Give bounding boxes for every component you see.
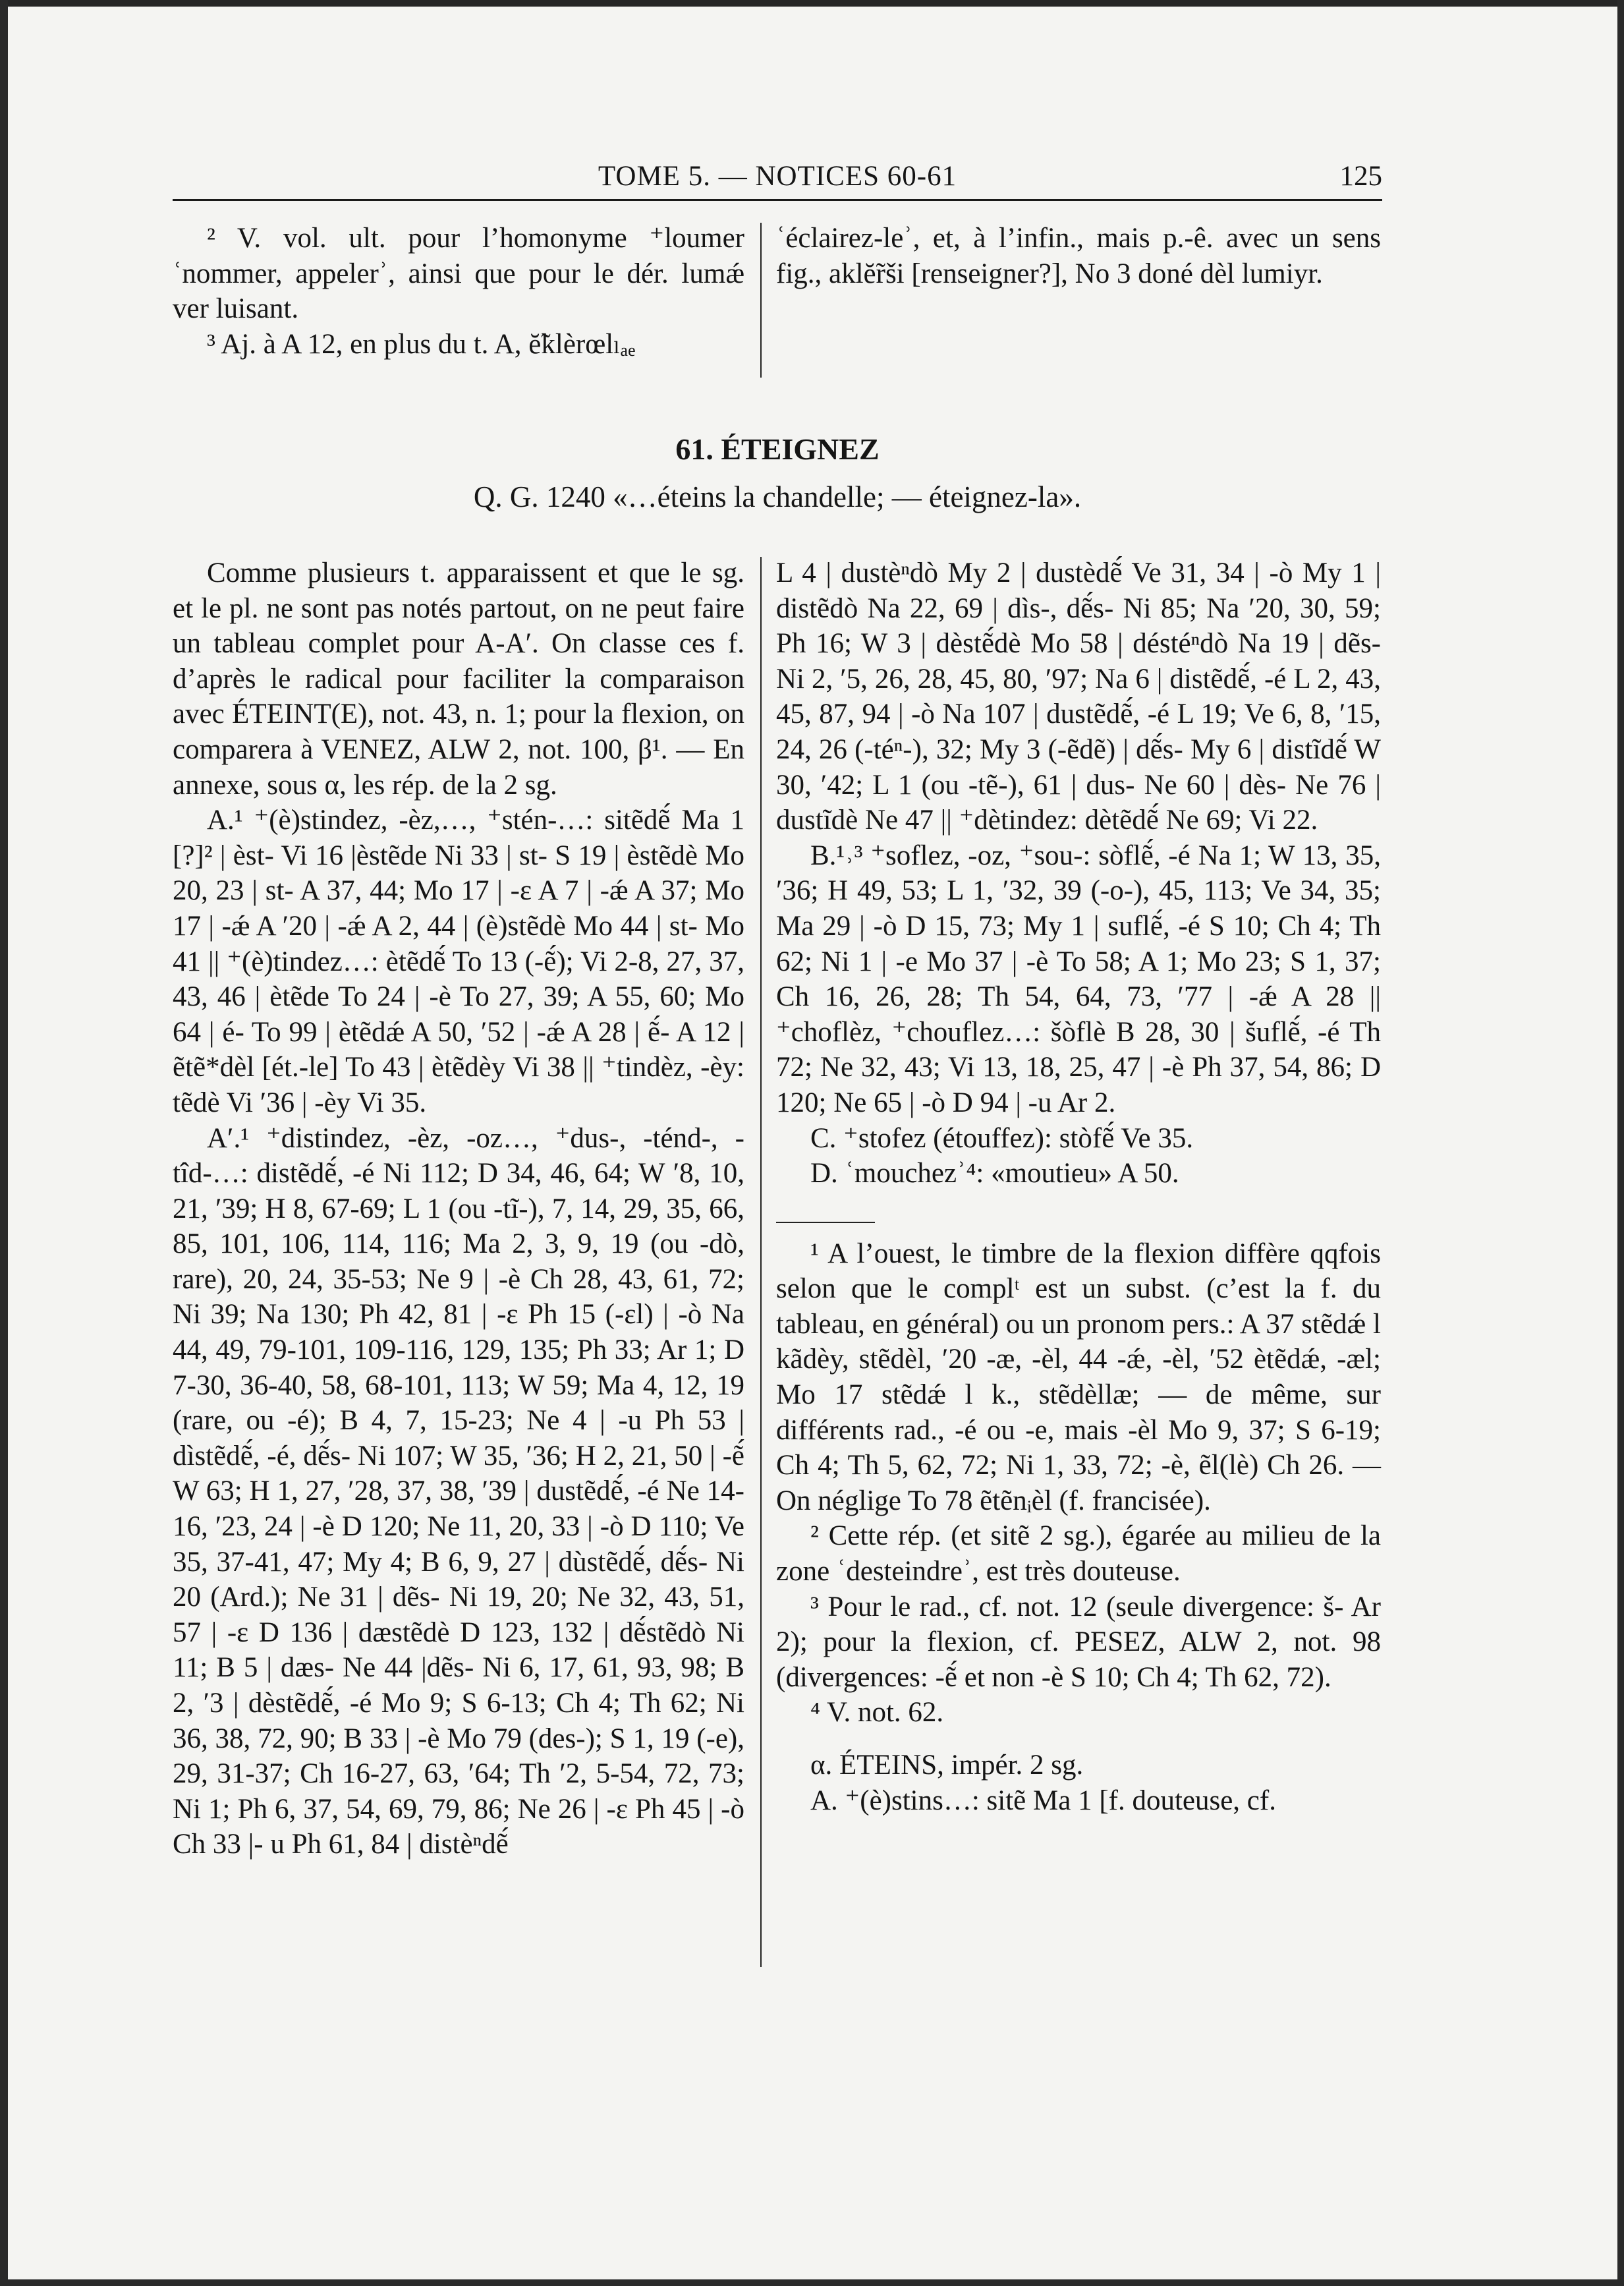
annex-heading: α. ÉTEINS, impér. 2 sg.	[810, 1750, 1084, 1781]
footnote-4: ⁴ V. not. 62.	[810, 1697, 944, 1729]
page-number: 125	[1339, 161, 1382, 192]
top-notes-left	[173, 221, 744, 362]
intro-paragraph: Comme plusieurs t. apparaissent et que le sg. et le pl. ne sont pas notés partout, on ne peut faire un tableau complet pour A-A′. On classe ces f. d’après le radical pour faciliter la comparaison avec ÉTEINT(E), not. 43, n. 1; pour la flexion, on comparera à VENEZ, ALW 2, not. 100, β¹. — En annexe, sous α, les rép. de la 2 sg.	[173, 557, 744, 801]
section-b: B.¹˒³ ⁺soflez, -oz, ⁺sou-: sòflẽ́, -é Na 1; W 13, 35, ′36; H 49, 53; L 1, ′32, 39 (-o-), 45, 113; Ve 34, 35; Ma 29 | -ò D 15, 73; My 1 | suflẽ́, -é S 10; Ch 4; Th 62; Ni 1 | -e Mo 37 | -è To 58; A 1; Mo 23; S 1, 37; Ch 16, 26, 28; Th 54, 64, 73, ′77 | -ǽ A 28 || ⁺choflèz, ⁺chouflez…: šòflè B 28, 30 | šuflẽ́, -é Th 72; Ne 32, 43; Vi 13, 18, 25, 47 | -è Ph 37, 54, 86; D 120; Ne 65 | -ò D 94 | -u Ar 2.	[776, 840, 1381, 1118]
scan-border-top	[0, 0, 1624, 7]
header-rule	[173, 199, 1382, 201]
scan-border-left	[0, 0, 8, 2286]
notice-subtitle: Q. G. 1240 «…éteins la chandelle; — éteignez-la».	[473, 480, 1082, 513]
footnote-2: ² Cette rép. (et sitẽ 2 sg.), égarée au milieu de la zone ʿdesteindreʾ, est très douteuse.	[776, 1520, 1381, 1587]
annex-entry-a: A. ⁺(è)stins…: sitẽ Ma 1 [f. douteuse, cf.	[810, 1785, 1276, 1816]
right-column	[776, 556, 1381, 1818]
footnote-continuation: ʿéclairez-leʾ, et, à l’infin., mais p.-ê. avec un sens fig., aklĕ̃rši [renseigner?], No 3 doné dèl lumiyr.	[776, 223, 1381, 289]
section-d: D. ʿmouchezʾ⁴: «moutieu» A 50.	[810, 1158, 1179, 1189]
footnote-2-previous: ² V. vol. ult. pour l’homonyme ⁺loumer ʿnommer, appelerʾ, ainsi que pour le dér. lumǽ ver luisant.	[173, 223, 744, 325]
page-header	[173, 157, 1382, 196]
spacer	[776, 1730, 1381, 1748]
footnote-rule	[776, 1222, 875, 1223]
section-c: C. ⁺stofez (étouffez): stòfẽ́ Ve 35.	[810, 1122, 1194, 1154]
footnote-1: ¹ A l’ouest, le timbre de la flexion diffère qqfois selon que le complᵗ est un subst. (c’est la f. du tableau, en général) ou un pronom pers.: A 37 stẽdǽ l kãdèy, stẽdèl, ′20 -æ, -èl, 44 -ǽ, -èl, ′52 ètẽdǽ, -æl; Mo 17 stẽdǽ l k., stẽdèllæ; — de même, sur différents rad., -é ou -e, mais -èl Mo 9, 37; S 6-19; Ch 4; Th 5, 62, 72; Ni 1, 33, 72; -è, ẽl(lè) Ch 26. — On néglige To 78 ẽtẽnᵢèl (f. francisée).	[776, 1238, 1381, 1516]
top-notes-right	[776, 221, 1381, 291]
notice-title: 61. ÉTEIGNEZ	[675, 432, 880, 466]
column-divider	[760, 557, 762, 1967]
footnote-3: ³ Pour le rad., cf. not. 12 (seule divergence: š- Ar 2); pour la flexion, cf. PESEZ, ALW 2, not. 98 (divergences: -ẽ́ et non -è S 10; Ch 4; Th 62, 72).	[776, 1591, 1381, 1693]
section-a: A.¹ ⁺(è)stindez, -èz,…, ⁺stén-…: sitẽdẽ́ Ma 1 [?]² | èst- Vi 16 |èstẽde Ni 33 | st- S 19 | èstẽdè Mo 20, 23 | st- A 37, 44; Mo 17 | -ɛ A 7 | -ǽ A 37; Mo 17 | -ǽ A ′20 | -ǽ A 2, 44 | (è)stẽdè Mo 44 | st- Mo 41 || ⁺(è)tindez…: ètẽdẽ́ To 13 (-ẽ́); Vi 2-8, 27, 37, 43, 46 | ètẽde To 24 | -è To 27, 39; A 55, 60; Mo 64 | é- To 99 | ètẽdǽ A 50, ′52 | -ǽ A 28 | ẽ́- A 12 | ẽtẽ*dèl [ét.-le] To 43 | ètẽdèy Vi 38 || ⁺tindèz, -èy: tẽdè Vi ′36 | -èy Vi 35.	[173, 805, 744, 1118]
section-a-prime-continued: L 4 | dustèⁿdò My 2 | dustèdẽ́ Ve 31, 34 | -ò My 1 | distẽdò Na 22, 69 | dìs-, dẽ́s- Ni 85; Na ′20, 30, 59; Ph 16; W 3 | dèstẽ́dè Mo 58 | déstéⁿdò Na 19 | dẽs- Ni 2, ′5, 26, 28, 45, 80, ′97; Na 6 | distẽdẽ́, -é L 2, 43, 45, 87, 94 | -ò Na 107 | dustẽdẽ́, -é L 19; Ve 6, 8, ′15, 24, 26 (-téⁿ-), 32; My 3 (-ẽdẽ) | dẽ́s- My 6 | distĩdẽ́ W 30, ′42; L 1 (ou -tẽ-), 61 | dus- Ne 60 | dès- Ne 76 | dustĩdè Ne 47 || ⁺dètindez: dètẽdẽ́ Ne 69; Vi 22.	[776, 557, 1381, 836]
scan-border-bottom	[0, 2279, 1624, 2286]
section-a-prime: A′.¹ ⁺distindez, -èz, -oz…, ⁺dus-, -ténd-, -tîd-…: distẽdẽ́, -é Ni 112; D 34, 46, 64; W ′8, 10, 21, ′39; H 8, 67-69; L 1 (ou -tĩ-), 7, 14, 29, 35, 66, 85, 101, 106, 114, 116; Ma 2, 3, 9, 19 (ou -dò, rare), 20, 24, 35-53; Ne 9 | -è Ch 28, 43, 61, 72; Ni 39; Na 130; Ph 42, 81 | -ɛ Ph 15 (-ɛl) | -ò Na 44, 49, 79-101, 109-116, 129, 135; Ph 33; Ar 1; D 7-30, 36-40, 58, 68-101, 113; W 59; Ma 4, 12, 19 (rare, ou -é); B 4, 7, 15-23; Ne 4 | -u Ph 53 | dìstẽdẽ́, -é, dẽ́s- Ni 107; W 35, ′36; H 2, 21, 50 | -ẽ́ W 63; H 1, 27, ′28, 37, 38, ′39 | dustẽdẽ́, -é Ne 14-16, ′23, 24 | -è D 120; Ne 11, 20, 33 | -ò D 110; Ve 35, 37-41, 47; My 4; B 6, 9, 27 | dùstẽdẽ́, dẽ́s- Ni 20 (Ard.); Ne 31 | dẽs- Ni 19, 20; Ne 32, 43, 51, 57 | -ɛ D 136 | dæstẽdè D 123, 132 | dẽ́stẽdò Ni 11; B 5 | dæs- Ne 44 |dẽs- Ni 6, 17, 61, 93, 98; B 2, ′3 | dèstẽdẽ́, -é Mo 9; S 6-13; Ch 4; Th 62; Ni 36, 38, 72, 90; B 33 | -è Mo 79 (des-); S 1, 19 (-e), 29, 31-37; Ch 16-27, 63, ′64; Th ′2, 5-54, 72, 73; Ni 1; Ph 6, 37, 54, 69, 79, 86; Ne 26 | -ɛ Ph 45 | -ò Ch 33 |- u Ph 61, 84 | distèⁿdẽ́	[173, 1122, 744, 1860]
footnote-3-previous: ³ Aj. à A 12, en plus du t. A, ĕ̃klèrœlₗₐₑ	[207, 328, 636, 360]
column-divider-top	[760, 223, 762, 378]
running-head: TOME 5. — NOTICES 60-61	[598, 161, 957, 192]
scan-border-right	[1617, 0, 1624, 2286]
left-column	[173, 556, 744, 1862]
